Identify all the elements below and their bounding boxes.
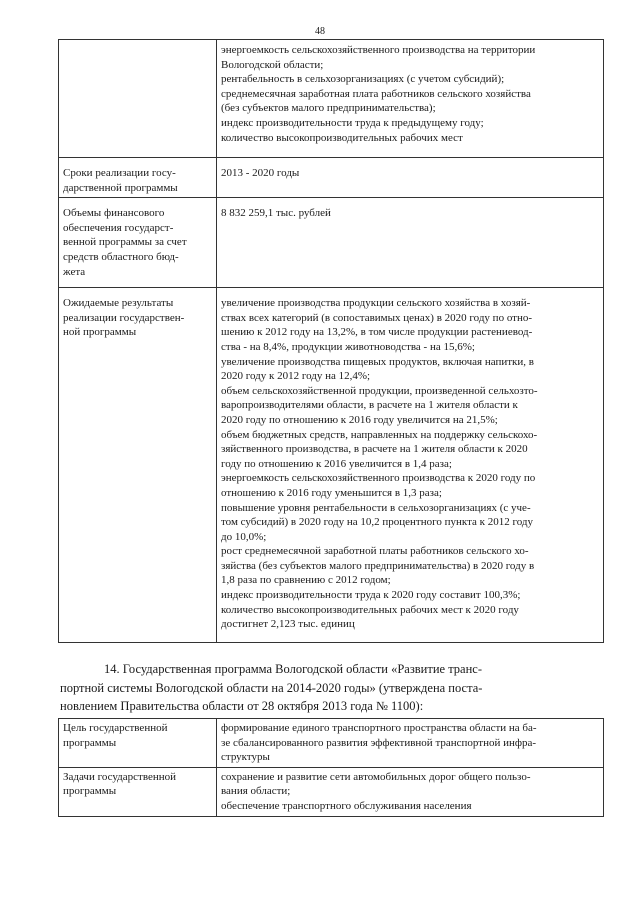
row-value-cell [217, 719, 604, 768]
value-line: индекс производительности труда к предыдущему году; [221, 116, 484, 129]
value-line: формирование единого транспортного пространства области на ба- [221, 722, 537, 734]
table-row [59, 40, 604, 158]
table-row [59, 288, 604, 643]
value-line: 1,8 раза по сравнению с 2012 годом; [221, 574, 391, 587]
page-number: 48 [315, 26, 325, 37]
table-row [59, 719, 604, 768]
table-row [59, 767, 604, 816]
label-line: дарственной программы [63, 181, 178, 194]
value-line: индекс производительности труда к 2020 году составит 100,3%; [221, 589, 521, 602]
value-line: энергоемкость сельскохозяйственного производства к 2020 году по [221, 472, 536, 485]
value-line: структуры [221, 751, 270, 764]
row-value-cell [217, 40, 604, 158]
value-line: 2013 - 2020 годы [221, 167, 300, 179]
value-line: сохранение и развитие сети автомобильных дорог общего пользо- [221, 770, 531, 783]
value-line: ства - на 8,4%, продукции животноводства - на 15,6%; [221, 340, 475, 353]
label-line: жета [63, 265, 86, 278]
row-label-cell [59, 40, 217, 158]
value-line: энергоемкость сельскохозяйственного производства на территории [221, 44, 536, 56]
value-line: году по отношению к 2016 увеличится в 1,4 раза; [221, 457, 452, 470]
label-line: Объемы финансового [63, 207, 165, 220]
row-label-cell [59, 158, 217, 198]
transport-program-table [58, 718, 604, 817]
value-line: варопроизводителями области, в расчете на 1 жителя области к [221, 399, 518, 412]
row-value-cell [217, 198, 604, 288]
row-value-cell [217, 767, 604, 816]
heading-line: 14. Государственная программа Вологодской области «Развитие транс- [104, 662, 483, 676]
row-label-cell [59, 288, 217, 643]
value-line: увеличение производства пищевых продуктов, включая напитки, в [221, 355, 534, 368]
label-line: Цель государственной [63, 722, 168, 734]
value-line: среднемесячная заработная плата работников сельского хозяйства [221, 87, 531, 100]
value-line: отношению к 2016 году уменьшится в 1,3 раза; [221, 486, 442, 499]
value-line: 8 832 259,1 тыс. рублей [221, 207, 331, 220]
value-line: повышение уровня рентабельности в сельхозорганизациях (с уче- [221, 501, 531, 514]
value-line: 2020 году к 2012 году на 12,4%; [221, 370, 371, 383]
section-heading-14 [60, 660, 604, 716]
value-line: объем сельскохозяйственной продукции, произведенной сельхозто- [221, 384, 538, 397]
value-line: увеличение производства продукции сельского хозяйства в хозяй- [221, 297, 531, 310]
row-label-cell [59, 198, 217, 288]
row-label-cell [59, 719, 217, 768]
label-line: венной программы за счет [63, 236, 187, 249]
value-line: количество высокопроизводительных рабочих мест к 2020 году [221, 603, 519, 616]
heading-line: портной системы Вологодской области на 2014-2020 годы» (утверждена поста- [60, 680, 483, 695]
table-row [59, 198, 604, 288]
table-row [59, 158, 604, 198]
value-line: количество высокопроизводительных рабочих мест [221, 131, 463, 144]
value-line: Вологодской области; [221, 58, 324, 71]
value-line: зе сбалансированного развития эффективной транспортной инфра- [221, 736, 537, 749]
heading-line: новлением Правительства области от 28 октября 2013 года № 1100): [60, 699, 424, 713]
label-line: обеспечения государст- [63, 221, 174, 234]
value-line: обеспечение транспортного обслуживания населения [221, 799, 472, 812]
label-line: реализации государствен- [63, 311, 185, 324]
label-line: программы [63, 736, 117, 749]
label-line: Сроки реализации госу- [63, 167, 176, 179]
row-value-cell [217, 158, 604, 198]
value-line: до 10,0%; [221, 530, 267, 543]
program-passport-table [58, 39, 604, 643]
value-line: ствах всех категорий (в сопоставимых ценах) в 2020 году по отно- [221, 311, 533, 324]
value-line: зяйственного производства, в расчете на 1 жителя области к 2020 [221, 443, 528, 456]
value-line: шению к 2012 году на 13,2%, в том числе продукции растениевод- [221, 326, 533, 339]
value-line: достигнет 2,123 тыс. единиц [221, 618, 355, 631]
value-line: объем бюджетных средств, направленных на поддержку сельскохо- [221, 428, 538, 441]
value-line: зяйства (без субъектов малого предпринимательства) в 2020 году в [221, 559, 535, 572]
row-value-cell [217, 288, 604, 643]
value-line: 2020 году по отношению к 2016 году увеличится на 21,5%; [221, 413, 498, 426]
value-line: рентабельность в сельхозорганизациях (с учетом субсидий); [221, 73, 505, 86]
value-line: вания области; [221, 785, 291, 798]
value-line: том субсидий) в 2020 году на 10,2 процентного пункта к 2012 году [221, 516, 534, 529]
label-line: средств областного бюд- [63, 250, 179, 263]
value-line: (без субъектов малого предпринимательства); [221, 102, 436, 115]
value-line: рост среднемесячной заработной платы работников сельского хо- [221, 545, 529, 558]
label-line: Ожидаемые результаты [63, 297, 174, 310]
label-line: Задачи государственной [63, 770, 176, 783]
label-line: ной программы [63, 326, 137, 339]
label-line: программы [63, 785, 117, 798]
row-label-cell [59, 767, 217, 816]
